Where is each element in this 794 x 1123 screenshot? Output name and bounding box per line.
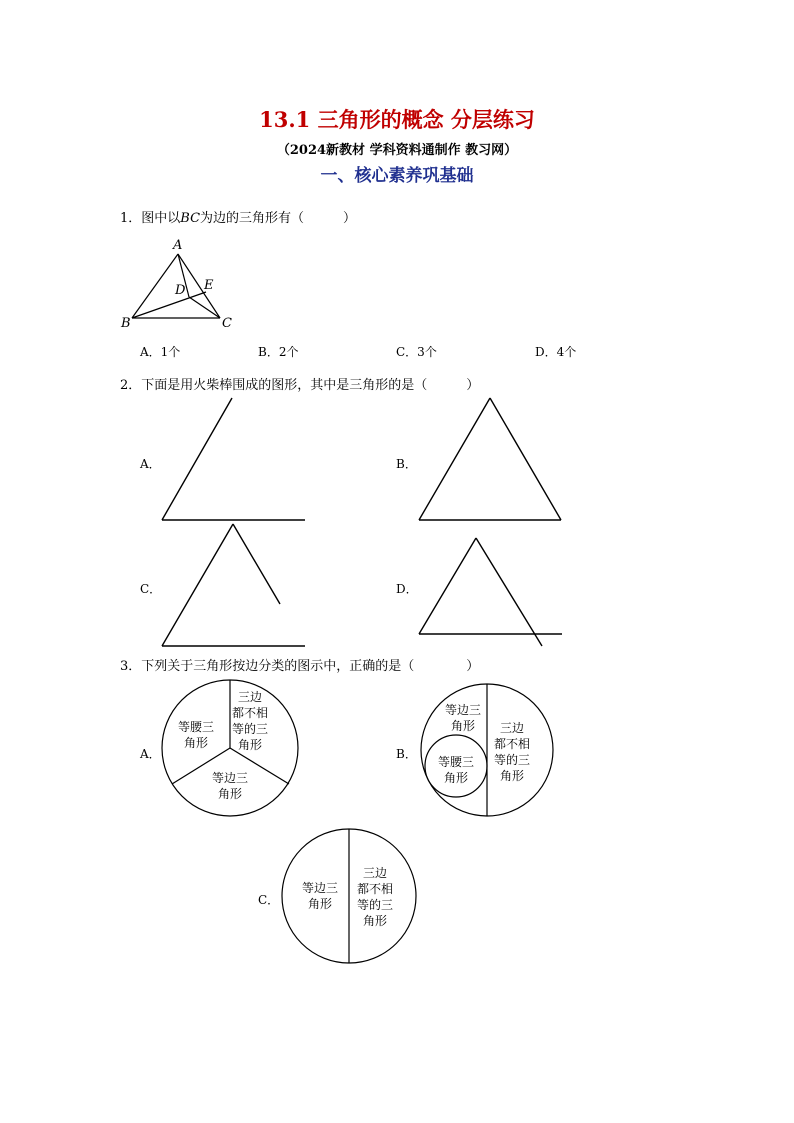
q2-label-b[interactable]: B． bbox=[396, 457, 417, 471]
page-subtitle: （2024新教材 学科资料通制作 教习网） bbox=[276, 143, 518, 158]
segment-dc bbox=[189, 297, 220, 318]
page-title: 13.1 三角形的概念 分层练习 bbox=[259, 107, 535, 132]
q1-option-c[interactable]: C．3个 bbox=[396, 345, 437, 359]
q3-label-a[interactable]: A． bbox=[140, 747, 161, 761]
q3b-equilateral-1: 等边三 bbox=[444, 703, 482, 717]
q3c-equilateral-2: 角形 bbox=[307, 897, 333, 911]
q2-label-a[interactable]: A． bbox=[140, 457, 161, 471]
q2-figure-d bbox=[419, 538, 562, 646]
q3-diagram-b bbox=[421, 684, 553, 816]
segment-be bbox=[132, 292, 206, 318]
q3c-scalene-3: 等的三 bbox=[356, 898, 394, 912]
q3-diagram-a bbox=[162, 680, 298, 816]
question-2-text: 2．下面是用火柴棒围成的图形，其中是三角形的是（ ） bbox=[120, 378, 480, 393]
point-label-d: D bbox=[175, 283, 186, 298]
q1-option-a[interactable]: A．1个 bbox=[140, 345, 181, 359]
q3b-scalene-3: 等的三 bbox=[493, 753, 531, 767]
question-1-bc: BC bbox=[180, 211, 201, 226]
q3a-scalene-4: 角形 bbox=[237, 738, 263, 752]
q3b-equilateral-2: 角形 bbox=[450, 719, 476, 733]
q3c-equilateral-1: 等边三 bbox=[301, 881, 339, 895]
point-label-e: E bbox=[204, 278, 214, 293]
q2-label-d[interactable]: D． bbox=[396, 582, 418, 596]
q2-label-c[interactable]: C． bbox=[140, 582, 162, 596]
q3a-scalene-1: 三边 bbox=[237, 690, 263, 704]
question-1-number: 1． bbox=[120, 211, 142, 226]
q3a-isosceles-1: 等腰三 bbox=[177, 720, 215, 734]
q3a-isosceles-2: 角形 bbox=[183, 736, 209, 750]
section-heading: 一、核心素养巩基础 bbox=[320, 166, 474, 186]
point-label-c: C bbox=[222, 316, 232, 331]
point-label-a: A bbox=[173, 238, 183, 253]
q3b-scalene-1: 三边 bbox=[499, 721, 525, 735]
q3b-scalene-2: 都不相 bbox=[493, 737, 531, 751]
question-1-post: 为边的三角形有（ ） bbox=[200, 211, 357, 226]
q3a-scalene-3: 等的三 bbox=[231, 722, 269, 736]
q3a-scalene-2: 都不相 bbox=[231, 706, 269, 720]
segment-ab bbox=[132, 254, 178, 318]
q3-label-b[interactable]: B． bbox=[396, 747, 417, 761]
q3a-equilateral-1: 等边三 bbox=[211, 771, 249, 785]
q3c-scalene-4: 角形 bbox=[362, 914, 388, 928]
q3b-isosceles-2: 角形 bbox=[443, 771, 469, 785]
q3a-equilateral-2: 角形 bbox=[217, 787, 243, 801]
q3c-scalene-1: 三边 bbox=[362, 866, 388, 880]
question-1-pre: 图中以 bbox=[141, 211, 181, 226]
q3-label-c[interactable]: C． bbox=[258, 893, 280, 907]
q3c-scalene-2: 都不相 bbox=[356, 882, 394, 896]
q3-diagram-c bbox=[282, 829, 416, 963]
q1-option-b[interactable]: B．2个 bbox=[258, 345, 299, 359]
q2-figure-b bbox=[419, 398, 561, 520]
q3b-isosceles-1: 等腰三 bbox=[437, 755, 475, 769]
question-3-text: 3．下列关于三角形按边分类的图示中，正确的是（ ） bbox=[120, 659, 480, 674]
q2-figure-a bbox=[162, 398, 305, 520]
q3b-scalene-4: 角形 bbox=[499, 769, 525, 783]
point-label-b: B bbox=[121, 316, 131, 331]
q2-figure-c bbox=[162, 524, 305, 646]
q1-option-d[interactable]: D．4个 bbox=[535, 345, 577, 359]
